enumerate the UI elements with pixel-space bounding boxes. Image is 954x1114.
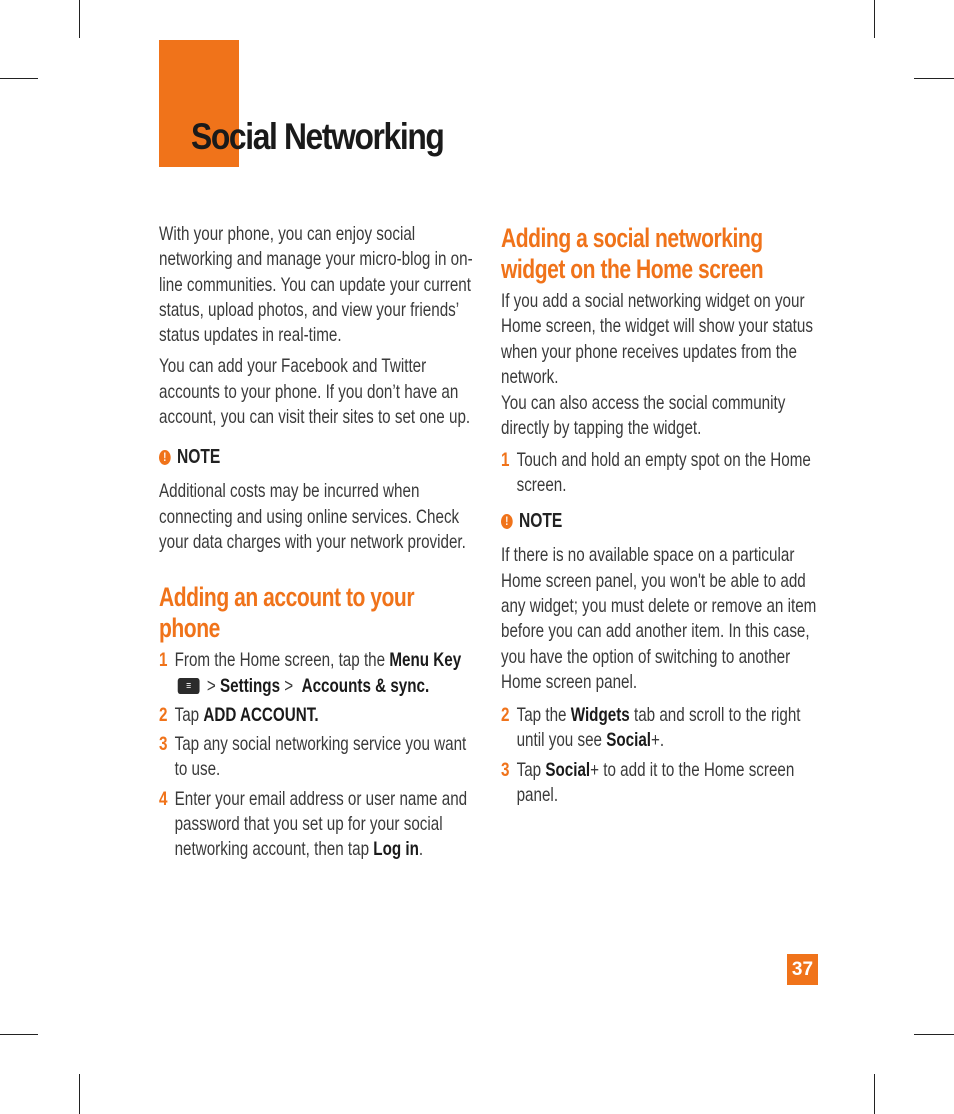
section-heading: Adding a social networking widget on the Home screen: [501, 223, 764, 284]
steps-list: [159, 648, 477, 862]
settings-label: Settings: [220, 674, 281, 697]
step-text-part: tab and scroll to the right until you see: [516, 704, 801, 752]
step-number: 1: [159, 649, 168, 672]
step-text: [175, 703, 478, 728]
step-text-part: Tap: [516, 758, 546, 781]
list-item: [159, 732, 477, 783]
section-heading: Adding an account to your phone: [159, 582, 415, 644]
step-text-part: From the Home screen, tap the: [174, 649, 390, 672]
crop-mark: [914, 1034, 954, 1035]
steps-list: [501, 703, 823, 808]
crop-mark: [874, 0, 875, 38]
step-number: 3: [501, 758, 510, 781]
note-label: NOTE: [518, 509, 563, 532]
step-text-part: Enter your email address or user name and password that you set up for your social networking account, then tap: [174, 787, 468, 861]
step-text-part: Tap: [174, 703, 204, 726]
menu-key-label: Menu Key: [389, 649, 462, 672]
intro-paragraph: You can also access the social community directly by tapping the widget.: [501, 392, 786, 440]
log-in-label: Log in: [373, 838, 419, 861]
list-item: [501, 758, 823, 809]
list-item: [159, 648, 477, 699]
list-item: [501, 448, 823, 499]
widgets-label: Widgets: [570, 704, 630, 727]
crop-mark: [874, 1074, 875, 1114]
exclamation-icon: !: [501, 514, 513, 529]
step-number: 1: [501, 448, 510, 471]
step-text: [175, 787, 478, 863]
step-text-part: Tap the: [516, 704, 571, 727]
list-item: [159, 787, 477, 863]
right-column: [501, 222, 823, 812]
list-item: [501, 703, 823, 754]
step-number: 2: [501, 704, 510, 727]
crop-mark: [79, 0, 80, 38]
step-number: 2: [159, 703, 168, 726]
accounts-sync-label: Accounts & sync.: [301, 674, 430, 697]
note-heading: [159, 444, 477, 470]
social-label: Social: [545, 758, 591, 781]
crop-mark: [914, 78, 954, 79]
step-text: [517, 758, 824, 809]
page-number: 37: [787, 954, 818, 985]
intro-paragraph: You can add your Facebook and Twitter accounts to your phone. If you don’t have an account, you can visit their sites to set one up.: [159, 355, 471, 429]
crop-mark: [79, 1074, 80, 1114]
step-text: Tap any social networking service you want to use.: [174, 733, 467, 781]
page-title: Social Networking: [191, 116, 444, 157]
step-text-part: >: [202, 674, 221, 697]
left-column: [159, 222, 477, 867]
step-number: 3: [159, 733, 168, 756]
step-text: Touch and hold an empty spot on the Home screen.: [516, 448, 811, 497]
step-text: [175, 648, 478, 699]
note-heading: [501, 508, 823, 534]
intro-paragraph: If you add a social networking widget on your Home screen, the widget will show your status when your phone receives updates from the network.: [501, 290, 813, 388]
step-text: [517, 703, 824, 754]
intro-paragraph: With your phone, you can enjoy social networking and manage your micro-blog in on-line communities. You can update your current status, upload photos, and view your friends’ status updates in real-time.: [159, 223, 473, 347]
social-label: Social: [606, 729, 652, 752]
steps-list: [501, 448, 823, 499]
note-text: Additional costs may be incurred when connecting and using online services. Check your data charges with your network provider.: [159, 480, 466, 553]
note-label: NOTE: [176, 445, 221, 468]
crop-mark: [0, 1034, 38, 1035]
step-text-part: +.: [651, 729, 665, 752]
step-text-part: + to add it to the Home screen panel.: [516, 758, 795, 807]
note-text: If there is no available space on a particular Home screen panel, you won't be able to add any widget; you must delete or remove an item before you can add another item. In this case, you have the option of switching to another Home screen panel.: [501, 544, 817, 693]
menu-key-icon: ≡: [178, 678, 200, 694]
list-item: [159, 703, 477, 728]
step-text-part: >: [280, 674, 302, 697]
add-account-label: ADD ACCOUNT.: [203, 703, 319, 726]
crop-mark: [0, 78, 38, 79]
exclamation-icon: !: [159, 450, 171, 465]
step-text-part: .: [418, 838, 424, 861]
step-number: 4: [159, 787, 168, 810]
